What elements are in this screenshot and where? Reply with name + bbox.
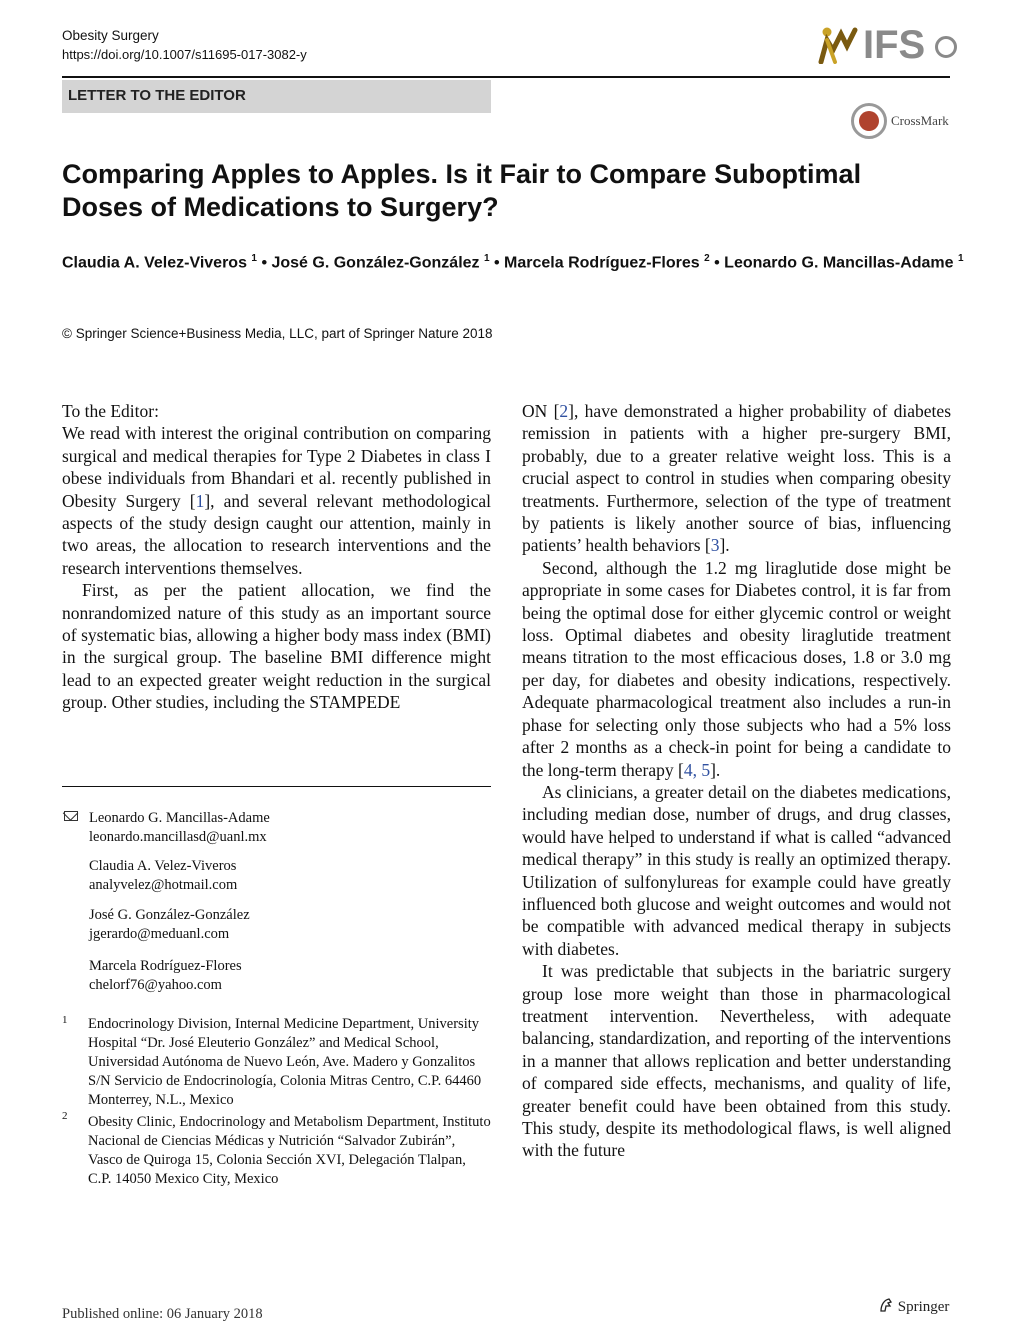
- body-column-left: [62, 400, 491, 714]
- affiliation-text: Endocrinology Division, Internal Medicine Department, University Hospital “Dr. José Eleuterio González” and Medical School, Universidad Autónoma de Nuevo León, Ave. Madero y Gonzalitos S/N Servicio de Endocrinología, Colonia Mitras Centro, C.P. 64460 Monterrey, N.L., Mexico: [88, 1016, 482, 1108]
- springer-horse-icon: [878, 1297, 894, 1313]
- envelope-icon: [64, 811, 78, 821]
- citation-link[interactable]: 1: [195, 490, 205, 511]
- publisher-logo: [878, 1297, 949, 1316]
- contact-entry: [89, 857, 237, 894]
- globe-icon: [935, 36, 957, 58]
- crossmark-label[interactable]: CrossMark: [891, 113, 949, 128]
- body-paragraph: First, as per the patient allocation, we find the nonrandomized nature of this study as an important source of systematic bias, allowing a higher body mass index (BMI) in the surgical group. The baseline BMI difference might lead to an expected greater weight reduction in the surgical group. Other studies, including the STAMPEDE: [62, 580, 491, 713]
- body-text: ].: [710, 759, 721, 780]
- contact-name: José G. González-González: [89, 907, 250, 923]
- author-affiliation-mark: 2: [704, 253, 710, 264]
- contact-entry: [89, 809, 270, 846]
- affiliation-number: 2: [62, 1110, 68, 1122]
- body-text: ], have demonstrated a higher probability of diabetes remission in patients with a higher pre-surgery BMI, probably, due to a greater relative weight loss. This is a crucial aspect to control in studies when comparing obesity treatments. Furthermore, selection of the type of treatment by patients is likely another source of bias, influencing patients’ health behaviors [: [522, 401, 951, 556]
- article-title: Comparing Apples to Apples. Is it Fair to Compare Suboptimal Doses of Medications to Surgery?: [62, 159, 862, 222]
- footnote-rule: [62, 786, 491, 787]
- citation-link[interactable]: 4, 5: [683, 759, 711, 780]
- body-column-right: [522, 400, 951, 1162]
- contact-name: Marcela Rodríguez-Flores: [89, 958, 242, 974]
- body-text: Second, although the 1.2 mg liraglutide dose might be appropriate in some cases for Diabetes control, it is far from being the optimal dose for either glycemic control or weight loss. Optimal diabetes and obesity liraglutide treatment means titration to the most efficacious doses, 1.8 or 3.0 mg per day, for diabetes and obesity indications, respectively. Adequate pharmacological treatment also includes a run-in phase for selecting only those subjects who had a 5% loss after 2 months as a check-in point for being a candidate to the long-term therapy [: [522, 557, 951, 780]
- contact-entry: [89, 957, 242, 994]
- body-paragraph: It was predictable that subjects in the bariatric surgery group lose more weight than those in pharmacological treatment intervention. Nevertheless, with adequate balancing, standardization, and reporting of the interventions in a manner that allows replication and better understanding of compared side effects, mechanisms, and quality of life, greater benefit could have been obtained from this study. This study, despite its methodological flaws, is well aligned with the future: [522, 961, 951, 1161]
- affiliation-text: Obesity Clinic, Endocrinology and Metabolism Department, Instituto Nacional de Ciencias Médicas y Nutrición “Salvador Zubirán”, Vasco de Quiroga 15, Colonia Sección XVI, Delegación Tlalpan, C.P. 14050 Mexico City, Mexico: [88, 1114, 491, 1187]
- contact-name: Leonardo G. Mancillas-Adame: [89, 810, 270, 826]
- journal-name: Obesity Surgery: [62, 28, 159, 43]
- contact-email[interactable]: jgerardo@meduanl.com: [89, 925, 230, 942]
- author-name: Leonardo G. Mancillas-Adame: [724, 254, 954, 272]
- body-paragraph: [522, 400, 951, 557]
- body-text: ON [: [522, 401, 560, 421]
- body-paragraph: [62, 422, 491, 579]
- body-paragraph: [522, 557, 951, 781]
- contact-email[interactable]: analyvelez@hotmail.com: [89, 876, 238, 893]
- author-name: Claudia A. Velez-Viveros: [62, 254, 247, 272]
- published-date: Published online: 06 January 2018: [62, 1306, 263, 1322]
- citation-link[interactable]: 3: [710, 535, 720, 556]
- body-text: ].: [719, 535, 730, 556]
- ifso-logo-text: IFS: [863, 23, 926, 67]
- affiliation-number: 1: [62, 1014, 68, 1026]
- header-rule: [62, 76, 950, 78]
- ifso-figure-icon: [817, 26, 861, 64]
- author-affiliation-mark: 1: [958, 253, 964, 264]
- author-list: [62, 253, 964, 272]
- author-separator: •: [494, 254, 505, 272]
- author-name: Marcela Rodríguez-Flores: [504, 254, 700, 272]
- author-name: José G. González-González: [271, 254, 480, 272]
- copyright-notice: © Springer Science+Business Media, LLC, part of Springer Nature 2018: [62, 326, 493, 341]
- citation-link[interactable]: 2: [559, 401, 569, 421]
- author-separator: •: [714, 254, 725, 272]
- contact-name: Claudia A. Velez-Viveros: [89, 858, 237, 874]
- author-affiliation-mark: 1: [251, 253, 257, 264]
- author-affiliation-mark: 1: [483, 253, 490, 264]
- contact-email[interactable]: leonardo.mancillasd@uanl.mx: [89, 828, 267, 845]
- contact-email[interactable]: chelorf76@yahoo.com: [89, 976, 222, 993]
- body-text: We read with interest the original contribution on comparing surgical and medical therapies for Type 2 Diabetes in class I obese individuals from Bhandari et al. recently published in Obesity Surgery [: [62, 423, 491, 511]
- crossmark-icon[interactable]: [851, 103, 887, 139]
- publisher-name: Springer: [897, 1299, 950, 1315]
- body-paragraph: As clinicians, a greater detail on the diabetes medications, including median dose, number of drugs, and drug classes, would have helped to understand if what is called “advanced medical therapy” in this study is really an optimized therapy. Utilization of sulfonylureas for example could have greatly influenced both glucose and weight outcomes and would not be compatible with advanced medical therapy in subjects with diabetes.: [522, 781, 951, 959]
- ifso-logo: [817, 24, 951, 66]
- salutation: To the Editor:: [62, 401, 159, 421]
- author-separator: •: [261, 254, 272, 272]
- article-type-banner: LETTER TO THE EDITOR: [62, 80, 491, 113]
- doi-link[interactable]: https://doi.org/10.1007/s11695-017-3082-y: [62, 47, 307, 62]
- contact-entry: [89, 906, 250, 943]
- body-text: ], and several relevant methodological aspects of the study design caught our attention, mainly in two areas, the allocation to research interventions and the research interventions themselves.: [62, 490, 491, 578]
